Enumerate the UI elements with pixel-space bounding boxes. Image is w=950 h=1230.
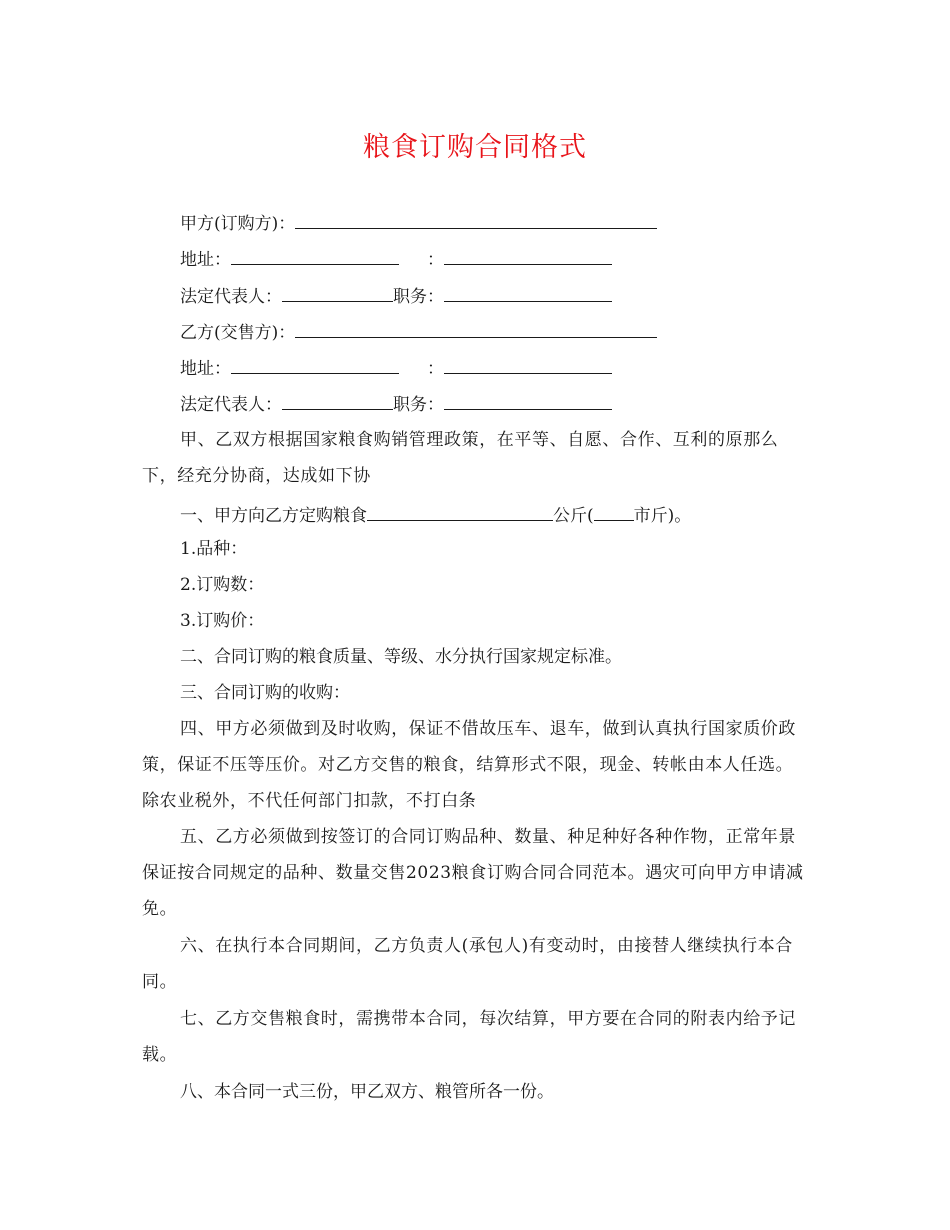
- phone-blank: [444, 355, 612, 374]
- legal-rep-label: 法定代表人：: [180, 395, 282, 415]
- clause-7: 七、乙方交售粮食时，需携带本合同，每次结算，甲方要在合同的附表内给予记载。: [142, 1009, 796, 1065]
- clause-1-unit: 公斤(: [553, 506, 594, 526]
- party-a-label: 甲方(订购方)：: [180, 214, 296, 234]
- jin-blank: [594, 502, 634, 521]
- party-a-address-line: [180, 246, 612, 272]
- item-price: 3.订购价：: [180, 611, 265, 631]
- colon-label: ：: [427, 359, 444, 379]
- legal-rep-label: 法定代表人：: [180, 287, 282, 307]
- clause-1-line: [180, 502, 691, 528]
- document-title: 粮食订购合同格式: [363, 132, 587, 163]
- position-label: 职务：: [393, 395, 444, 415]
- clause-4: 四、甲方必须做到及时收购，保证不借故压车、退车，做到认真执行国家质价政策，保证不压等压价。对乙方交售的粮食，结算形式不限，现金、转帐由本人任选。除农业税外，不代任何部门扣款，不打白条: [142, 719, 796, 811]
- party-b-address-line: [180, 355, 612, 381]
- clause-3: 三、合同订购的收购：: [180, 683, 350, 703]
- item-quantity: 2.订购数：: [180, 575, 265, 595]
- clause-8: 八、本合同一式三份，甲乙双方、粮管所各一份。: [180, 1082, 554, 1102]
- clause-2: 二、合同订购的粮食质量、等级、水分执行国家规定标准。: [180, 647, 622, 667]
- position-label: 职务：: [393, 287, 444, 307]
- clause-5: 五、乙方必须做到按签订的合同订购品种、数量、种足种好各种作物，正常年景保证按合同规定的品种、数量交售2023粮食订购合同合同范本。遇灾可向甲方申请减免。: [142, 827, 804, 919]
- address-label: 地址：: [180, 359, 231, 379]
- colon-label: ：: [427, 250, 444, 270]
- clause-1-suffix: 市斤)。: [633, 506, 692, 526]
- legal-rep-blank: [282, 391, 393, 410]
- position-blank: [444, 283, 612, 302]
- party-a-blank: [295, 210, 657, 229]
- party-b-line: [180, 319, 657, 345]
- quantity-blank: [367, 502, 553, 521]
- position-blank: [444, 391, 612, 410]
- party-b-rep-line: [180, 391, 612, 417]
- party-a-line: [180, 210, 657, 236]
- clause-1-prefix: 一、甲方向乙方定购粮食: [180, 506, 367, 526]
- party-b-blank: [295, 319, 657, 338]
- party-b-label: 乙方(交售方)：: [180, 323, 296, 343]
- address-blank: [231, 246, 399, 265]
- party-a-rep-line: [180, 283, 612, 309]
- address-label: 地址：: [180, 250, 231, 270]
- intro-paragraph: 甲、乙双方根据国家粮食购销管理政策，在平等、自愿、合作、互利的原那么下，经充分协商，达成如下协: [142, 430, 779, 486]
- item-variety: 1.品种：: [180, 539, 248, 559]
- legal-rep-blank: [282, 283, 393, 302]
- phone-blank: [444, 246, 612, 265]
- address-blank: [231, 355, 399, 374]
- clause-6: 六、在执行本合同期间，乙方负责人(承包人)有变动时，由接替人继续执行本合同。: [142, 936, 793, 992]
